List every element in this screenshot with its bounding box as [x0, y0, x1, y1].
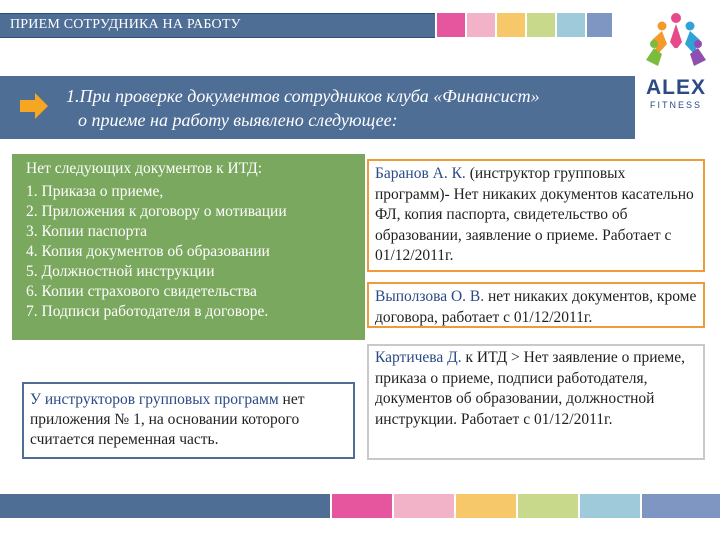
finding-banner	[0, 76, 635, 139]
employee-card	[367, 344, 705, 460]
list-item: 4. Копия документов об образовании	[26, 243, 270, 260]
color-swatch	[580, 494, 640, 518]
list-item: 3. Копии паспорта	[26, 223, 148, 240]
employee-card	[367, 282, 705, 328]
logo-brand: ALEX	[645, 76, 706, 99]
missing-docs-panel	[12, 154, 365, 340]
color-swatch	[467, 13, 495, 37]
employee-details: (инструктор групповых программ)- Нет никаких документов касательно ФЛ, копия паспорта, свидетельство об образовании, заявление о приеме. Работает с 01/12/2011г.	[375, 165, 694, 264]
employee-details: к ИТД > Нет заявление о приеме, приказа о приеме, подписи работодателя, документов об образовании, должностной инструкции. Работает с 01/12/2011г.	[375, 349, 685, 428]
list-item: 6. Копии страхового свидетельства	[26, 283, 257, 300]
list-item: 7. Подписи работодателя в договоре.	[26, 303, 269, 320]
instructors-note	[22, 382, 355, 459]
banner-line: о приеме на работу выявлено следующее:	[78, 110, 398, 130]
missing-docs-heading: Нет следующих документов к ИТД:	[26, 160, 263, 177]
list-item: 2. Приложения к договору о мотивации	[26, 203, 287, 220]
logo-sub: FITNESS	[649, 100, 702, 110]
employee-details: нет никаких документов, кроме договора, работает с 01/12/2011г.	[375, 288, 697, 326]
color-swatch	[0, 494, 330, 518]
list-item: 1. Приказа о приеме,	[26, 183, 164, 200]
color-swatch	[497, 13, 525, 37]
arrow-right-icon	[20, 93, 48, 119]
color-swatch	[527, 13, 555, 37]
header-bar	[0, 13, 435, 38]
color-swatch	[642, 494, 720, 518]
instructors-note-text: нет приложения № 1, на основании которого считается переменная часть.	[30, 391, 305, 448]
employee-card	[367, 159, 705, 272]
color-swatch	[518, 494, 578, 518]
banner-line: 1.При проверке документов сотрудников клуба «Финансист»	[66, 86, 540, 106]
color-swatch	[394, 494, 454, 518]
color-swatch	[587, 13, 612, 37]
page-title: ПРИЕМ СОТРУДНИКА НА РАБОТУ	[10, 17, 241, 32]
banner-text	[66, 84, 540, 132]
color-swatch	[437, 13, 465, 37]
alex-fitness-logo	[640, 10, 712, 120]
missing-docs-list	[26, 182, 287, 322]
color-swatch	[557, 13, 585, 37]
employee-name: Баранов А. К.	[375, 165, 466, 182]
color-swatch	[456, 494, 516, 518]
employee-name: Выползова О. В.	[375, 288, 485, 305]
instructors-note-highlight: У инструкторов групповых программ	[30, 391, 279, 408]
list-item: 5. Должностной инструкции	[26, 263, 215, 280]
color-swatch	[332, 494, 392, 518]
employee-name: Картичева Д.	[375, 349, 462, 366]
